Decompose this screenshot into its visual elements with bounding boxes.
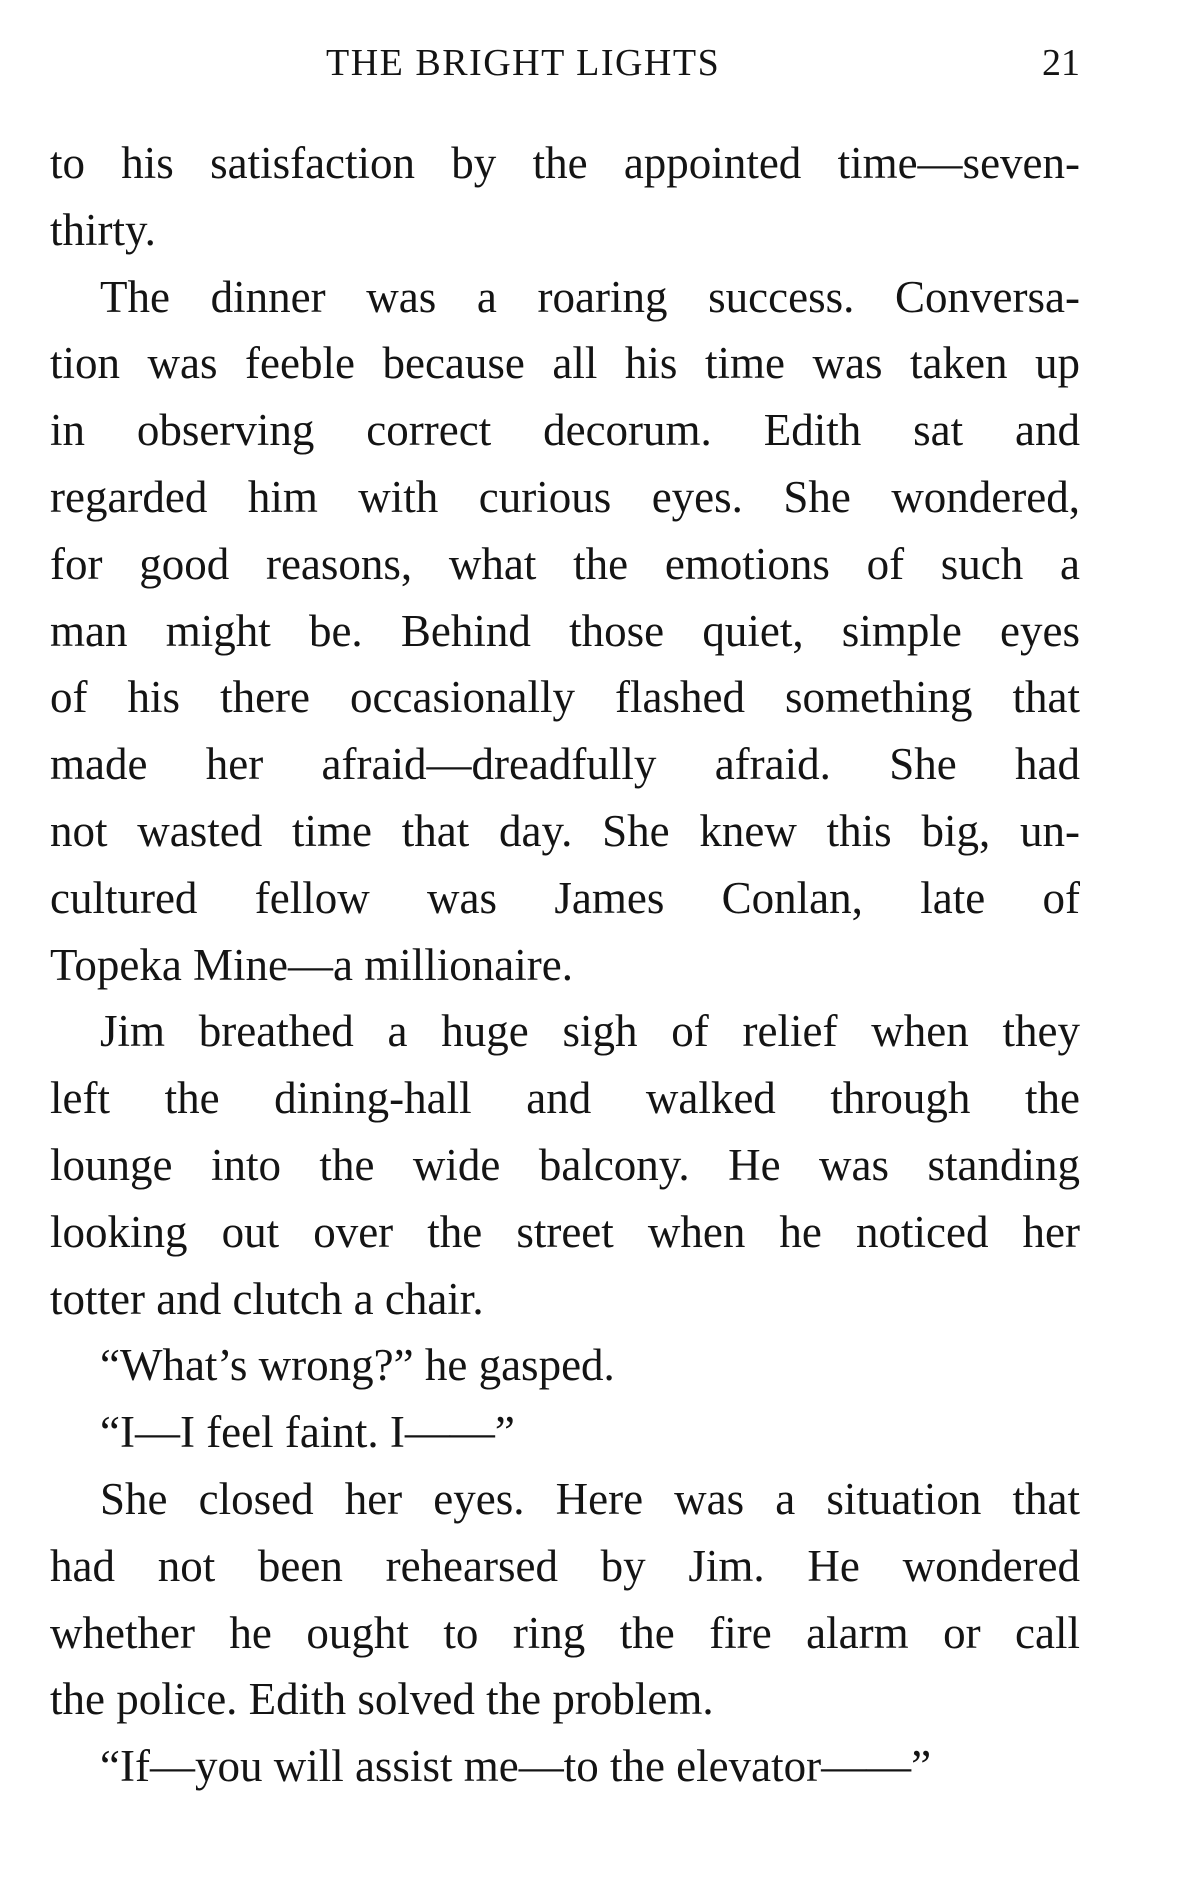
page-number: 21 xyxy=(1042,42,1080,84)
text-line: of his there occasionally flashed something that xyxy=(50,672,1080,723)
text-line: made her afraid—dreadfully afraid. She had xyxy=(50,739,1080,790)
text-line: totter and clutch a chair. xyxy=(50,1273,484,1324)
text-line: had not been rehearsed by Jim. He wondered xyxy=(50,1540,1080,1591)
text-line: for good reasons, what the emotions of such a xyxy=(50,538,1080,589)
text-line: man might be. Behind those quiet, simple eyes xyxy=(50,605,1080,656)
text-line: regarded him with curious eyes. She wondered, xyxy=(50,471,1080,522)
text-line: thirty. xyxy=(50,204,156,255)
text-line: cultured fellow was James Conlan, late of xyxy=(50,872,1080,923)
text-line: looking out over the street when he noticed her xyxy=(50,1206,1080,1257)
text-line: “I—I feel faint. I——” xyxy=(100,1407,515,1458)
text-line: Jim breathed a huge sigh of relief when they xyxy=(100,1006,1080,1057)
text-line: the police. Edith solved the problem. xyxy=(50,1674,714,1725)
running-title: THE BRIGHT LIGHTS xyxy=(326,42,721,84)
text-line: She closed her eyes. Here was a situation that xyxy=(100,1473,1080,1524)
text-line: Topeka Mine—a millionaire. xyxy=(50,939,573,990)
text-line: in observing correct decorum. Edith sat and xyxy=(50,405,1080,456)
text-line: left the dining-hall and walked through the xyxy=(50,1073,1080,1124)
text-line: not wasted time that day. She knew this big, un- xyxy=(50,805,1080,856)
text-line: “If—you will assist me—to the elevator——” xyxy=(100,1741,932,1792)
text-line: whether he ought to ring the fire alarm or call xyxy=(50,1607,1080,1658)
text-line: The dinner was a roaring success. Conversa- xyxy=(100,271,1080,322)
running-head xyxy=(50,38,1080,88)
text-line: to his satisfaction by the appointed time—seven- xyxy=(50,138,1080,188)
text-line: “What’s wrong?” he gasped. xyxy=(100,1340,615,1391)
text-line: tion was feeble because all his time was taken up xyxy=(50,338,1080,389)
text-line: lounge into the wide balcony. He was standing xyxy=(50,1139,1080,1190)
body-text xyxy=(50,130,1080,1800)
